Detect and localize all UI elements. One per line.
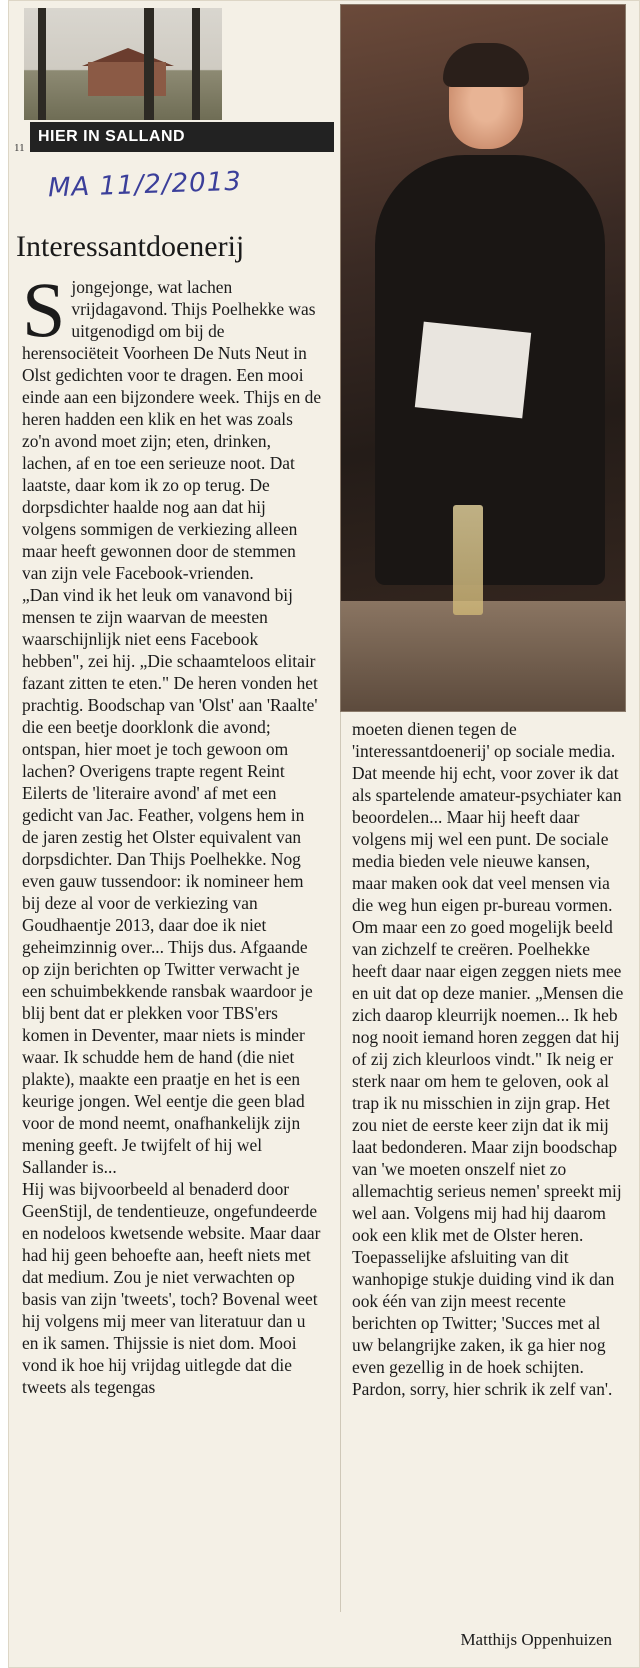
section-banner: HIER IN SALLAND [30, 122, 334, 152]
photo-table [341, 601, 626, 712]
column-divider [340, 712, 341, 1612]
article-column-1 [22, 266, 322, 1398]
photo-paper-sheet [415, 322, 531, 419]
tree-trunk [38, 8, 46, 120]
article-title: Interessantdoenerij [16, 230, 245, 263]
photo-person-hair [443, 43, 529, 87]
paragraph: Hij was bijvoorbeeld al benaderd door GeenStijl, de tendentieuze, ongefundeerde en nodeloos kwetsende website. Maar daar had hij geen behoefte aan, heeft niets met dat medium. Zou je niet verwachten op basis van zijn 'tweets', toch? Bovenal weet hij volgens mij meer van literatuur dan u en ik samen. Thijssie is niet dom. Mooi vond ik hoe hij vrijdag uitlegde dat die tweets als tegengas [22, 1179, 321, 1397]
handwritten-date-note: MA 11/2/2013 [47, 166, 243, 204]
drop-cap: S [22, 266, 66, 353]
article-column-2 [352, 718, 624, 1400]
tree-trunk [192, 8, 200, 120]
section-thumbnail-image [24, 8, 222, 120]
farmhouse [88, 62, 166, 96]
author-byline: Matthijs Oppenhuizen [460, 1630, 612, 1649]
article-photo [340, 4, 626, 712]
paragraph: jongejonge, wat lachen vrijdagavond. Thijs Poelhekke was uitgenodigd om bij de herensociëteit Voorheen De Nuts Neut in Olst gedichten voor te dragen. Een mooi einde aan een bijzondere week. Thijs en de heren hadden een klik en het was zoals zo'n avond moet zijn; eten, drinken, lachen, af en toe een serieuze noot. Dat laatste, daar kom ik zo op terug. De dorpsdichter haalde nog aan dat hij volgens sommigen de verkiezing alleen maar heeft gewonnen door de stemmen van zijn vele Facebook-vrienden. [22, 277, 322, 583]
tree-trunk [144, 8, 154, 120]
paragraph: moeten dienen tegen de 'interessantdoenerij' op sociale media. Dat meende hij echt, voor zover ik dat als spartelende amateur-psychiater kan beoordelen... Maar hij heeft daar volgens mij wel een punt. De sociale media bieden vele nieuwe kansen, maar maken ook dat veel mensen via die weg hun eigen pr-bureau vormen. Om maar een zo goed mogelijk beeld van zichzelf te creëren. Poelhekke heeft daar naar eigen zeggen niets mee en uit dat op deze manier. „Mensen die zich daarop kleurrijk noemen... Ik heb nog nooit iemand horen zeggen dat hij of zij zich kleurloos vindt." Ik neig er sterk naar om hem te geloven, ook al trap ik nu misschien in zijn grap. Het zou niet de eerste keer zijn dat ik mij laat bedonderen. Maar zijn boodschap van 'we moeten onszelf niet zo allemachtig serieus nemen' spreekt mij wel aan. Volgens mij had hij daarom ook een klik met de Olster heren. Toepasselijke afsluiting van dit wanhopige stukje duiding vind ik dan ook één van zijn meest recente berichten op Twitter; 'Succes met al uw belangrijke zaken, ik ga hier nog even gezellig in de hoek schijten. Pardon, sorry, hier schrik ik zelf van'. [352, 719, 624, 1399]
photo-beer-glass [453, 505, 483, 615]
paragraph: „Dan vind ik het leuk om vanavond bij mensen te zijn waarvan de meesten waarschijnlijk niet eens Facebook hebben", zei hij. „Die schaamteloos elitair fazant zitten te eten." De heren vonden het prachtig. Boodschap van 'Olst' aan 'Raalte' die een beetje doorklonk die avond; ontspan, hier moet je toch gewoon om lachen? Overigens trapte regent Reint Eilerts de 'literaire avond' af met een gedicht van Jac. Feather, volgens hem in de jaren zestig het Olster equivalent van dorpsdichter. Dan Thijs Poelhekke. Nog even gauw tussendoor: ik nomineer hem bij deze al voor de verkiezing van Goudhaentje 2013, daar doe ik niet geheimzinnig over... Thijs dus. Afgaande op zijn berichten op Twitter verwacht je een schuimbekkende ransbak waardoor je blij bent dat er plekken voor TBS'ers komen in Deventer, maar niets is minder waar. Ik schudde hem de hand (die niet plakte), maakte een praatje en het is een keurige jongen. Wel eentje die geen blad voor de mond neemt, onafhankelijk zijn mening geeft. Je twijfelt of hij wel Sallander is... [22, 585, 318, 1177]
page-number: 11 [14, 142, 25, 154]
